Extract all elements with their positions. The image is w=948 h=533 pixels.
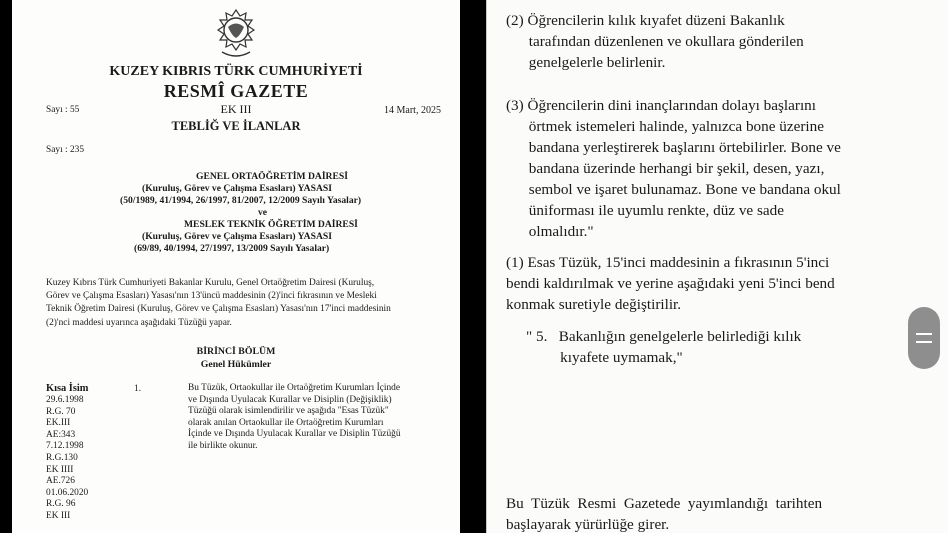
article-line: ve Dışında Uyulacak Kurallar ve Disiplin (Değişiklik) xyxy=(188,394,392,405)
margin-ref: EK III xyxy=(46,510,71,521)
article-number: 1. xyxy=(134,384,142,394)
issue-date: 14 Mart, 2025 xyxy=(384,105,441,116)
clause-3-line: sembol ve işaret bulunamaz. Bone ve bandana okul xyxy=(506,181,841,198)
part-title: BİRİNCİ BÖLÜM xyxy=(196,346,276,357)
law-title-block xyxy=(120,171,362,255)
emblem-seal-icon xyxy=(212,8,260,62)
law-title-3: (50/1989, 41/1994, 26/1997, 81/2007, 12/2009 Sayılı Yasalar) xyxy=(120,195,362,206)
margin-ref: R.G. 70 xyxy=(46,406,76,417)
preamble-line: Görev ve Çalışma Esasları) Yasası'nın 13'üncü maddesinin (2)'inci fıkrasının ve Mesleki xyxy=(46,291,377,302)
margin-ref: AE:343 xyxy=(46,429,76,440)
law-title-2: (Kuruluş, Görev ve Çalışma Esasları) YASASI xyxy=(142,183,332,194)
preamble xyxy=(46,277,391,330)
preamble-line: Kuzey Kıbrıs Türk Cumhuriyeti Bakanlar Kurulu, Genel Ortaöğretim Dairesi (Kuruluş, xyxy=(46,278,375,288)
margin-ref: AE.726 xyxy=(46,476,75,487)
part-subtitle: Genel Hükümler xyxy=(200,359,272,370)
clause-3-line: bandana üzerinde herhangi bir şekil, desen, yazı, xyxy=(506,160,825,177)
preamble-line: (2)'nci maddesi uyarınca aşağıdaki Tüzüğü yapar. xyxy=(46,317,232,328)
preamble-line: Teknik Öğretim Dairesi (Kuruluş, Görev ve Çalışma Esasları) Yasası'nın 17'inci maddesinin xyxy=(46,304,391,315)
margin-references xyxy=(46,395,88,523)
registration-number: Sayı : 235 xyxy=(46,145,85,155)
article-line: Tüzüğü olarak isimlendirilir ve aşağıda "Esas Tüzük" xyxy=(188,406,389,417)
republic-heading: KUZEY KIBRIS TÜRK CUMHURİYETİ xyxy=(109,64,363,79)
clause-3-line: (3) Öğrencilerin dini inançlarından dolayı başlarını xyxy=(506,97,816,114)
right-document-page xyxy=(486,0,948,533)
margin-ref: 29.6.1998 xyxy=(46,395,84,405)
margin-ref: R.G. 96 xyxy=(46,499,76,510)
article-line: Bu Tüzük, Ortaokullar ile Ortaöğretim Kurumları İçinde xyxy=(188,383,401,393)
law-title-6: (Kuruluş, Görev ve Çalışma Esasları) YASASI xyxy=(142,231,332,242)
effective-date-line: başlayarak yürürlüğe girer. xyxy=(506,516,670,533)
margin-ref: EK IIII xyxy=(46,464,74,475)
clause-3-line: örtmek istemeleri halinde, yalnızca bone üzerine xyxy=(506,118,824,135)
clause-3-line: üniforması ile uyumlu renkte, düz ve sade xyxy=(506,202,784,219)
law-title-7: (69/89, 40/1994, 27/1997, 13/2009 Sayılı Yasalar) xyxy=(134,243,330,254)
article-line: olarak anılan Ortaokullar ile Ortaöğretim Kurumları xyxy=(188,417,384,428)
left-gazette-page xyxy=(12,0,460,533)
amendment-line: konmak suretiyle değiştirilir. xyxy=(506,296,682,313)
effective-date-line: Bu Tüzük Resmi Gazetede yayımlandığı tarihten xyxy=(506,495,823,512)
clause-2-line: tarafından düzenlenen ve okullara gönderilen xyxy=(506,33,804,50)
margin-ref: 7.12.1998 xyxy=(46,441,84,452)
gazette-title: RESMÎ GAZETE xyxy=(163,81,309,101)
issue-number: Sayı : 55 xyxy=(46,105,80,115)
law-title-4: ve xyxy=(258,207,268,218)
margin-ref: R.G.130 xyxy=(46,452,78,463)
article-line: İçinde ve Dışında Uyulacak Kurallar ve Disiplin Tüzüğü xyxy=(188,429,401,440)
new-item-line: " 5. Bakanlığın genelgelerle belirlediği kılık xyxy=(526,328,802,345)
clause-3-line: bandana yerleştirerek başlarını örtebilirler. Bone ve xyxy=(506,139,841,156)
scroll-handle-icon[interactable] xyxy=(908,307,940,369)
section-heading: TEBLİĞ VE İLANLAR xyxy=(171,119,301,133)
supplement-label: EK III xyxy=(220,102,252,116)
margin-ref: 01.06.2020 xyxy=(46,487,89,498)
page-divider xyxy=(486,0,487,533)
law-title-5: MESLEK TEKNİK ÖĞRETİM DAİRESİ xyxy=(184,219,358,230)
law-title-1: GENEL ORTAÖĞRETİM DAİRESİ xyxy=(196,171,348,182)
clause-2-line: (2) Öğrencilerin kılık kıyafet düzeni Bakanlık xyxy=(506,12,785,29)
margin-ref: EK.III xyxy=(46,418,71,429)
article-text xyxy=(188,383,401,453)
clause-3-line: olmalıdır." xyxy=(506,223,594,240)
new-item-line: kıyafete uymamak," xyxy=(526,349,683,366)
margin-heading: Kısa İsim xyxy=(46,383,89,394)
clause-2-line: genelgelerle belirlenir. xyxy=(506,54,666,71)
amendment-line: (1) Esas Tüzük, 15'inci maddesinin a fıkrasının 5'inci xyxy=(506,254,830,271)
article-line: ile birlikte okunur. xyxy=(188,440,258,451)
amendment-line: bendi kaldırılmak ve yerine aşağıdaki yeni 5'inci bend xyxy=(506,275,835,292)
